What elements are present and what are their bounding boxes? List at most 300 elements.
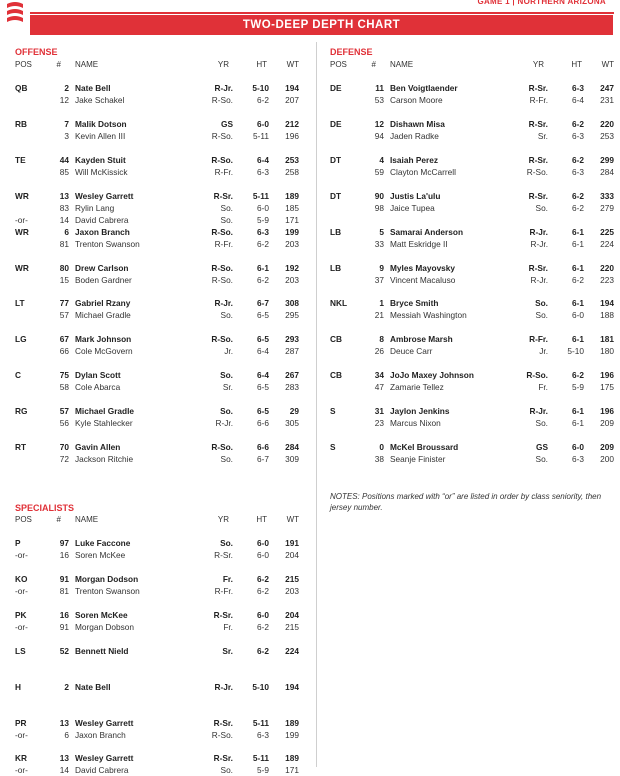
class-year-cell: R-Fr.: [214, 585, 233, 596]
height-cell: 6-7: [257, 454, 269, 464]
game-label: GAME 1 | NORTHERN ARIZONA: [477, 0, 606, 6]
height-cell: 6-2: [572, 154, 584, 165]
height-cell: 6-4: [257, 346, 269, 357]
offense-position-group: [15, 333, 305, 357]
weight-cell: 189: [285, 753, 299, 764]
class-year-cell: Fr.: [538, 382, 548, 393]
player-name-cell: Kevin Allen III: [75, 130, 126, 141]
table-row: [15, 333, 305, 345]
player-name-cell: Morgan Dobson: [75, 621, 135, 632]
class-year-cell: R-Jr.: [529, 406, 548, 417]
height-cell: 6-2: [257, 238, 269, 249]
height-cell: 6-1: [257, 262, 269, 273]
table-row: [330, 154, 620, 166]
player-name-cell: Nate Bell: [75, 83, 111, 93]
class-year-cell: So.: [535, 418, 548, 429]
player-name-cell: McKel Broussard: [390, 442, 459, 452]
player-name-cell: Boden Gardner: [75, 274, 132, 285]
position-cell: RB: [15, 118, 27, 129]
defense-column-headers: [330, 60, 615, 71]
jersey-number-cell: 3: [64, 130, 69, 141]
height-cell: 5-11: [252, 753, 269, 764]
table-row: [330, 94, 620, 106]
jersey-number-cell: 9: [379, 262, 384, 273]
height-cell: 5-10: [252, 681, 269, 692]
specialists-position-group: [15, 537, 305, 561]
weight-cell: 194: [285, 83, 299, 93]
height-cell: 6-5: [257, 382, 269, 393]
specialists-column-headers: [15, 515, 300, 526]
jersey-number-cell: 44: [59, 154, 69, 165]
height-cell: 6-1: [572, 418, 584, 429]
table-row: [15, 154, 305, 166]
weight-cell: 29: [289, 406, 299, 417]
position-cell: H: [15, 681, 21, 692]
height-cell: 6-2: [257, 95, 269, 105]
height-cell: 5-9: [257, 765, 269, 776]
jersey-number-cell: 2: [64, 681, 69, 692]
jersey-number-cell: 31: [374, 406, 384, 417]
height-cell: 6-0: [257, 118, 269, 129]
player-name-cell: Dishawn Misa: [390, 118, 445, 129]
offense-position-group: [15, 154, 305, 178]
class-year-cell: GS: [536, 442, 548, 452]
position-cell: WR: [15, 262, 29, 273]
notes-text: NOTES: Positions marked with “or” are listed in order by class seniority, then jersey number.: [330, 492, 602, 512]
table-row: [15, 729, 305, 741]
height-cell: 6-0: [257, 609, 269, 620]
weight-cell: 203: [285, 274, 299, 285]
offense-position-group: [15, 118, 305, 142]
class-year-cell: R-Fr.: [214, 166, 233, 177]
jersey-number-cell: 13: [59, 717, 69, 728]
position-cell: PR: [15, 717, 27, 728]
table-row: [15, 441, 305, 453]
player-name-cell: Trenton Swanson: [75, 238, 140, 249]
player-name-cell: Cole McGovern: [75, 346, 133, 357]
jersey-number-cell: 58: [59, 382, 69, 393]
offense-position-group: [15, 297, 305, 321]
player-name-cell: Malik Dotson: [75, 118, 127, 129]
height-cell: 6-4: [572, 95, 584, 105]
jersey-number-cell: 81: [59, 238, 69, 249]
table-row: [330, 417, 620, 429]
height-cell: 6-0: [257, 550, 269, 560]
class-year-cell: So.: [535, 298, 548, 309]
position-cell: CB: [330, 334, 342, 345]
class-year-cell: Sr.: [222, 645, 233, 656]
defense-position-group: [330, 262, 620, 286]
class-year-cell: R-So.: [526, 370, 548, 381]
offense-column-headers: [15, 60, 300, 71]
player-name-cell: Dylan Scott: [75, 370, 121, 381]
weight-cell: 253: [285, 154, 299, 165]
jersey-number-cell: 14: [59, 765, 69, 776]
page-title: TWO-DEEP DEPTH CHART: [30, 15, 613, 35]
table-row: [15, 549, 305, 561]
defense-header-num: #: [371, 60, 376, 69]
player-name-cell: Cole Abarca: [75, 382, 121, 393]
jersey-number-cell: 38: [374, 454, 384, 464]
height-cell: 6-2: [572, 202, 584, 213]
table-row: [15, 585, 305, 597]
jersey-number-cell: 8: [379, 334, 384, 345]
position-cell: WR: [15, 226, 29, 237]
class-year-cell: R-So.: [211, 154, 233, 165]
weight-cell: 220: [600, 118, 614, 129]
jersey-number-cell: 70: [59, 442, 69, 452]
weight-cell: 224: [600, 238, 614, 249]
or-marker: -or-: [15, 765, 28, 776]
defense-title: DEFENSE: [330, 47, 373, 57]
position-cell: RT: [15, 442, 27, 452]
height-cell: 5-9: [572, 382, 584, 393]
jersey-number-cell: 72: [59, 454, 69, 464]
brand-logo-icon: [6, 0, 24, 28]
class-year-cell: So.: [220, 538, 233, 548]
player-name-cell: Myles Mayovsky: [390, 262, 456, 273]
height-cell: 5-10: [252, 83, 269, 93]
weight-cell: 200: [600, 454, 614, 464]
player-name-cell: Justis La'ulu: [390, 190, 441, 201]
jersey-number-cell: 26: [374, 346, 384, 357]
position-cell: QB: [15, 83, 28, 93]
table-row: [330, 262, 620, 274]
class-year-cell: R-Sr.: [213, 717, 233, 728]
jersey-number-cell: 81: [59, 585, 69, 596]
weight-cell: 305: [285, 418, 299, 429]
or-marker: -or-: [15, 214, 28, 225]
jersey-number-cell: 91: [59, 573, 69, 584]
height-cell: 6-2: [572, 190, 584, 201]
height-cell: 6-2: [257, 621, 269, 632]
height-cell: 6-1: [572, 226, 584, 237]
height-cell: 6-3: [572, 166, 584, 177]
jersey-number-cell: 7: [64, 118, 69, 129]
specialists-title: SPECIALISTS: [15, 503, 75, 513]
weight-cell: 180: [600, 346, 614, 357]
player-name-cell: Michael Gradle: [75, 406, 135, 417]
class-year-cell: Sr.: [537, 130, 548, 141]
offense-position-group: [15, 262, 305, 286]
jersey-number-cell: 77: [59, 298, 69, 309]
offense-header-yr: YR: [217, 60, 229, 69]
position-cell: C: [15, 370, 21, 381]
class-year-cell: So.: [220, 202, 233, 213]
player-name-cell: Jaice Tupea: [390, 202, 435, 213]
height-cell: 6-3: [572, 83, 584, 93]
player-name-cell: Jaden Radke: [390, 130, 439, 141]
weight-cell: 171: [285, 214, 299, 225]
weight-cell: 185: [285, 202, 299, 213]
position-cell: NKL: [330, 298, 348, 309]
jersey-number-cell: 12: [374, 118, 384, 129]
weight-cell: 207: [285, 95, 299, 105]
jersey-number-cell: 34: [374, 370, 384, 381]
defense-header-ht: HT: [571, 60, 582, 69]
weight-cell: 284: [600, 166, 614, 177]
height-cell: 5-11: [253, 130, 269, 141]
height-cell: 6-1: [572, 298, 584, 309]
height-cell: 6-5: [257, 310, 269, 321]
class-year-cell: R-Fr.: [214, 238, 233, 249]
class-year-cell: R-So.: [211, 442, 233, 452]
player-name-cell: Trenton Swanson: [75, 585, 140, 596]
weight-cell: 171: [285, 765, 299, 776]
table-row: [15, 537, 305, 549]
jersey-number-cell: 14: [59, 214, 69, 225]
offense-header-ht: HT: [256, 60, 267, 69]
specialists-header-pos: POS: [15, 515, 32, 524]
player-name-cell: Wesley Garrett: [75, 753, 134, 764]
position-cell: WR: [15, 190, 29, 201]
weight-cell: 196: [600, 406, 614, 417]
jersey-number-cell: 83: [59, 202, 69, 213]
jersey-number-cell: 47: [374, 382, 384, 393]
height-cell: 6-3: [257, 729, 269, 740]
specialists-header-yr: YR: [217, 515, 229, 524]
specialists-position-group: [15, 681, 305, 693]
offense-position-group: [15, 405, 305, 429]
height-cell: 6-2: [257, 585, 269, 596]
jersey-number-cell: 37: [374, 274, 384, 285]
class-year-cell: Jr.: [539, 346, 548, 357]
class-year-cell: R-Jr.: [214, 298, 233, 309]
defense-position-group: [330, 226, 620, 250]
class-year-cell: R-Jr.: [530, 238, 548, 249]
or-marker: -or-: [15, 621, 28, 632]
weight-cell: 283: [285, 382, 299, 393]
weight-cell: 224: [285, 645, 299, 656]
jersey-number-cell: 57: [59, 406, 69, 417]
player-name-cell: Drew Carlson: [75, 262, 129, 273]
weight-cell: 220: [600, 262, 614, 273]
jersey-number-cell: 59: [374, 166, 384, 177]
weight-cell: 295: [285, 310, 299, 321]
player-name-cell: Jackson Ritchie: [75, 454, 134, 464]
jersey-number-cell: 94: [374, 130, 384, 141]
class-year-cell: R-Jr.: [529, 226, 548, 237]
class-year-cell: R-So.: [211, 95, 233, 105]
jersey-number-cell: 11: [375, 83, 384, 93]
weight-cell: 215: [285, 573, 299, 584]
specialists-position-group: [15, 573, 305, 597]
class-year-cell: R-Sr.: [213, 753, 233, 764]
table-row: [15, 297, 305, 309]
defense-position-group: [330, 333, 620, 357]
jersey-number-cell: 97: [59, 538, 69, 548]
table-row: [330, 190, 620, 202]
offense-header-name: NAME: [75, 60, 99, 69]
table-row: [330, 130, 620, 142]
height-cell: 6-6: [257, 418, 269, 429]
jersey-number-cell: 91: [59, 621, 69, 632]
height-cell: 5-11: [252, 717, 269, 728]
defense-header-yr: YR: [532, 60, 544, 69]
weight-cell: 258: [285, 166, 299, 177]
jersey-number-cell: 6: [64, 729, 69, 740]
height-cell: 6-3: [572, 454, 584, 464]
weight-cell: 308: [285, 298, 299, 309]
jersey-number-cell: 12: [59, 95, 69, 105]
weight-cell: 194: [285, 681, 299, 692]
table-row: [15, 118, 305, 130]
player-name-cell: Marcus Nixon: [390, 418, 441, 429]
height-cell: 5-10: [567, 346, 584, 357]
specialists-header-num: #: [56, 515, 61, 524]
class-year-cell: R-So.: [211, 130, 233, 141]
table-row: [330, 238, 620, 250]
class-year-cell: So.: [535, 454, 548, 464]
weight-cell: 181: [600, 334, 614, 345]
player-name-cell: Will McKissick: [75, 166, 128, 177]
height-cell: 6-0: [572, 442, 584, 452]
player-name-cell: Messiah Washington: [390, 310, 467, 321]
position-cell: DE: [330, 118, 342, 129]
jersey-number-cell: 52: [59, 645, 69, 656]
jersey-number-cell: 6: [64, 226, 69, 237]
weight-cell: 189: [285, 717, 299, 728]
offense-header-pos: POS: [15, 60, 32, 69]
or-marker: -or-: [15, 585, 28, 596]
defense-position-group: [330, 369, 620, 393]
class-year-cell: So.: [220, 214, 233, 225]
specialists-position-group: [15, 645, 305, 657]
player-name-cell: Wesley Garrett: [75, 190, 134, 201]
table-row: [15, 82, 305, 94]
player-name-cell: Soren McKee: [75, 609, 128, 620]
weight-cell: 191: [285, 538, 299, 548]
jersey-number-cell: 5: [379, 226, 384, 237]
height-cell: 6-5: [257, 406, 269, 417]
player-name-cell: Jaxon Branch: [75, 226, 130, 237]
class-year-cell: R-Jr.: [215, 418, 233, 429]
table-row: [330, 345, 620, 357]
specialists-header-wt: WT: [286, 515, 299, 524]
offense-position-group: [15, 82, 305, 106]
position-cell: DT: [330, 190, 342, 201]
class-year-cell: R-So.: [211, 226, 233, 237]
player-name-cell: Luke Faccone: [75, 538, 131, 548]
class-year-cell: R-Sr.: [213, 609, 233, 620]
table-row: [15, 681, 305, 693]
weight-cell: 196: [285, 130, 299, 141]
specialists-position-group: [15, 717, 305, 741]
weight-cell: 253: [600, 130, 614, 141]
defense-header-wt: WT: [601, 60, 614, 69]
height-cell: 6-0: [572, 310, 584, 321]
jersey-number-cell: 56: [59, 418, 69, 429]
weight-cell: 309: [285, 454, 299, 464]
class-year-cell: R-Jr.: [214, 681, 233, 692]
jersey-number-cell: 13: [59, 753, 69, 764]
class-year-cell: So.: [220, 310, 233, 321]
height-cell: 6-5: [257, 334, 269, 345]
player-name-cell: Zamarie Tellez: [390, 382, 444, 393]
player-name-cell: Kayden Stuit: [75, 154, 126, 165]
height-cell: 6-3: [572, 130, 584, 141]
player-name-cell: Wesley Garrett: [75, 717, 134, 728]
defense-header-name: NAME: [390, 60, 414, 69]
height-cell: 6-3: [257, 166, 269, 177]
weight-cell: 203: [285, 585, 299, 596]
jersey-number-cell: 66: [59, 346, 69, 357]
player-name-cell: Mark Johnson: [75, 334, 132, 345]
class-year-cell: R-Sr.: [528, 83, 548, 93]
class-year-cell: Fr.: [223, 621, 233, 632]
height-cell: 6-2: [257, 645, 269, 656]
position-cell: DT: [330, 154, 342, 165]
player-name-cell: Clayton McCarrell: [390, 166, 456, 177]
jersey-number-cell: 13: [59, 190, 69, 201]
height-cell: 5-9: [257, 214, 269, 225]
weight-cell: 194: [600, 298, 614, 309]
class-year-cell: So.: [220, 370, 233, 381]
jersey-number-cell: 4: [379, 154, 384, 165]
position-cell: S: [330, 442, 336, 452]
player-name-cell: Jake Schakel: [75, 95, 125, 105]
height-cell: 6-2: [572, 370, 584, 381]
defense-position-group: [330, 297, 620, 321]
player-name-cell: Morgan Dodson: [75, 573, 139, 584]
offense-position-group: [15, 369, 305, 393]
position-cell: S: [330, 406, 336, 417]
table-row: [330, 274, 620, 286]
jersey-number-cell: 85: [59, 166, 69, 177]
table-row: [330, 369, 620, 381]
weight-cell: 299: [600, 154, 614, 165]
class-year-cell: R-So.: [211, 274, 233, 285]
player-name-cell: Matt Eskridge II: [390, 238, 448, 249]
jersey-number-cell: 21: [374, 310, 384, 321]
player-name-cell: Gavin Allen: [75, 442, 121, 452]
position-cell: LT: [15, 298, 25, 309]
table-row: [15, 764, 305, 776]
position-cell: RG: [15, 406, 28, 417]
weight-cell: 199: [285, 729, 299, 740]
jersey-number-cell: 2: [64, 83, 69, 93]
table-row: [15, 621, 305, 633]
header-rule: [30, 12, 614, 14]
jersey-number-cell: 80: [59, 262, 69, 273]
weight-cell: 196: [600, 370, 614, 381]
jersey-number-cell: 0: [379, 442, 384, 452]
table-row: [15, 752, 305, 764]
table-row: [15, 381, 305, 393]
table-row: [15, 573, 305, 585]
height-cell: 6-1: [572, 406, 584, 417]
column-divider: [316, 42, 317, 767]
specialists-header-name: NAME: [75, 515, 99, 524]
weight-cell: 225: [600, 226, 614, 237]
table-row: [15, 369, 305, 381]
table-row: [15, 130, 305, 142]
weight-cell: 203: [285, 238, 299, 249]
height-cell: 6-1: [572, 262, 584, 273]
table-row: [15, 214, 305, 226]
class-year-cell: R-Sr.: [528, 262, 548, 273]
player-name-cell: David Cabrera: [75, 765, 129, 776]
table-row: [330, 226, 620, 238]
height-cell: 6-2: [572, 274, 584, 285]
table-row: [330, 381, 620, 393]
player-name-cell: David Cabrera: [75, 214, 129, 225]
offense-position-group: [15, 226, 305, 250]
class-year-cell: R-So.: [526, 166, 548, 177]
offense-position-group: [15, 441, 305, 465]
player-name-cell: Seanje Finister: [390, 454, 446, 464]
player-name-cell: Ambrose Marsh: [390, 334, 453, 345]
